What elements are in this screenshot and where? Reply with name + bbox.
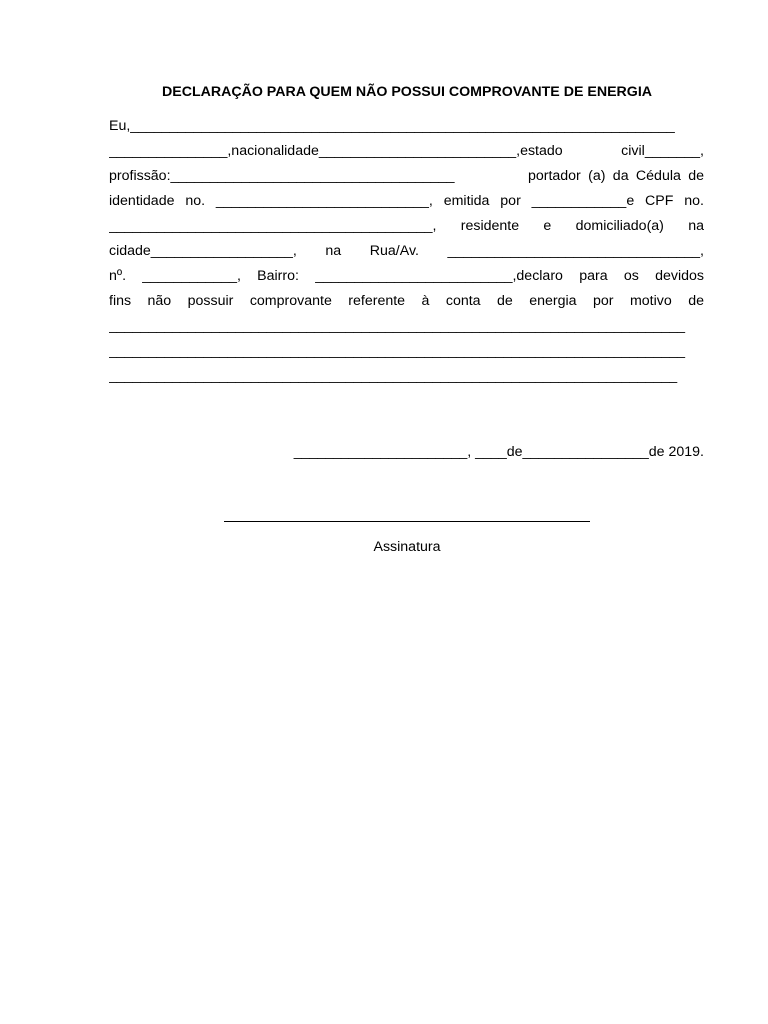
declaration-line-7: nº. ____________, Bairro: _________________________,declaro para os devidos [109, 268, 704, 284]
declaration-blank-line-2: _________________________________________________________________________ [109, 343, 685, 359]
declaration-line-4: identidade no. ___________________________, emitida por ____________e CPF no. [109, 193, 704, 209]
declaration-blank-line-3: ________________________________________________________________________ [109, 368, 678, 384]
declaration-line-5: _________________________________________, residente e domiciliado(a) na [109, 218, 704, 234]
signature-rule [224, 521, 590, 522]
declaration-line-6: cidade__________________, na Rua/Av. ________________________________, [109, 243, 704, 259]
declaration-blank-line-1: _________________________________________________________________________ [109, 318, 685, 334]
declaration-line-2: _______________,nacionalidade_________________________,estado civil_______, [109, 143, 704, 159]
date-line: ______________________, ____de________________de 2019. [293, 444, 704, 460]
declaration-line-8: fins não possuir comprovante referente à conta de energia por motivo de [109, 293, 704, 309]
declaration-line-3: profissão:____________________________________ portador (a) da Cédula de [109, 168, 704, 184]
document-title: DECLARAÇÃO PARA QUEM NÃO POSSUI COMPROVANTE DE ENERGIA [161, 84, 653, 100]
signature-label: Assinatura [373, 539, 441, 555]
declaration-line-1: Eu,_____________________________________________________________________ [109, 118, 675, 134]
